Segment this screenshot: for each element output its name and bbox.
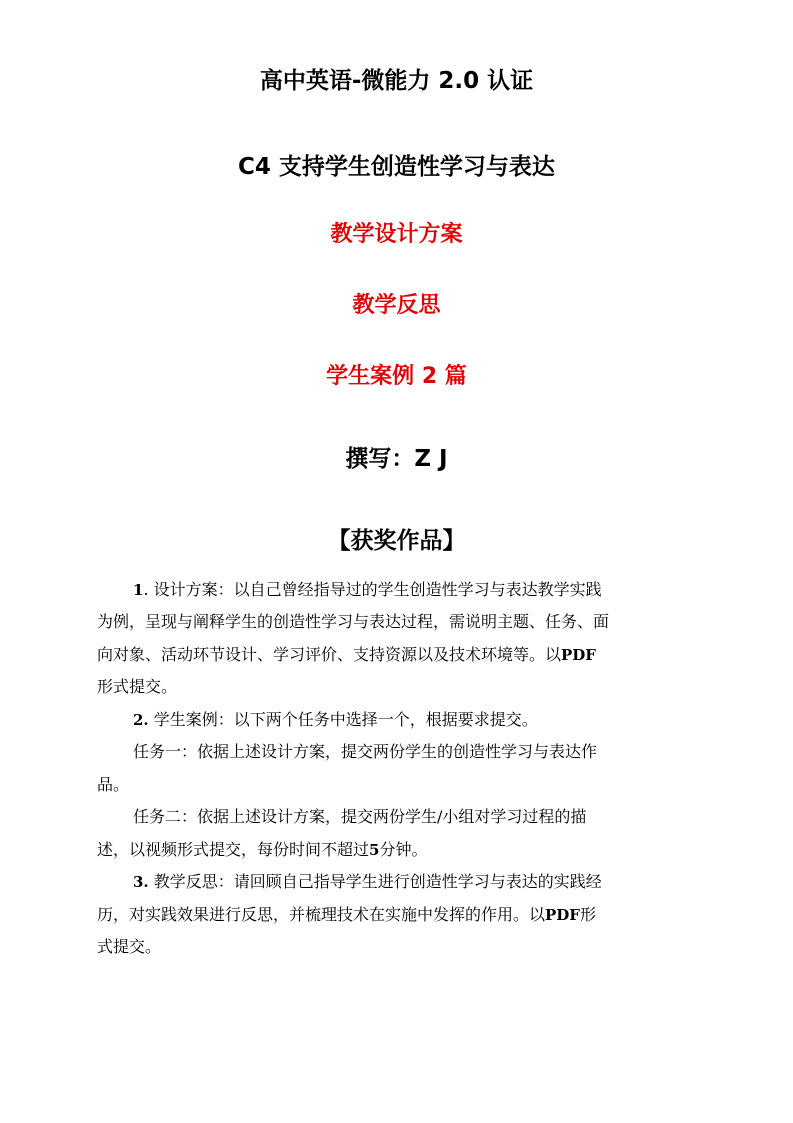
document-subtitle: C4 支持学生创造性学习与表达 [238,154,555,180]
p2-line1 [133,704,538,737]
p1-line3 [97,639,596,672]
p3-line1 [133,866,602,899]
p1-line1 [133,574,602,607]
document-title: 高中英语-微能力 2.0 认证 [259,68,534,94]
p3-number: 3. [133,873,149,891]
p1-line4: 形式提交。 [97,677,178,696]
p2-text-line1: 学生案例：以下两个任务中选择一个，根据要求提交。 [148,710,538,729]
p2-number: 2. [133,711,149,729]
p3-text-b: 形 [579,905,596,924]
task2-text-b: 分钟。 [379,840,428,859]
p3-line3: 式提交。 [97,937,162,956]
p3-pdf: PDF [545,906,580,924]
author-line: 撰写：Z J [345,446,448,472]
task1-line2: 品。 [97,775,130,794]
p1-text-line3: 向对象、活动环节设计、学习评价、支持资源以及技术环境等。以 [97,645,562,664]
instructions-body [97,574,697,974]
item-reflection: 教学反思 [352,293,441,318]
task2-text-a: 述，以视频形式提交，每份时间不超过 [97,840,370,859]
p1-line2: 为例，呈现与阐释学生的创造性学习与表达过程，需说明主题、任务、面 [97,612,610,631]
award-label: 【获奖作品】 [327,528,466,554]
task2-line1: 任务二：依据上述设计方案，提交两份学生/小组对学习过程的描 [133,807,587,826]
item-design-plan: 教学设计方案 [330,222,463,247]
p1-text-line1: . 设计方案：以自己曾经指导过的学生创造性学习与表达教学实践 [143,580,602,599]
p1-number: 1 [133,581,144,599]
item-student-cases: 学生案例 2 篇 [326,364,467,389]
task2-minutes: 5 [369,841,380,859]
task1-line1: 任务一：依据上述设计方案，提交两份学生的创造性学习与表达作 [133,742,598,761]
p3-line2 [97,899,596,932]
p3-text-line1: 教学反思：请回顾自己指导学生进行创造性学习与表达的实践经 [148,872,602,891]
p3-text-a: 历，对实践效果进行反思，并梳理技术在实施中发挥的作用。以 [97,905,546,924]
task2-line2 [97,834,427,867]
p1-pdf: PDF [561,646,596,664]
